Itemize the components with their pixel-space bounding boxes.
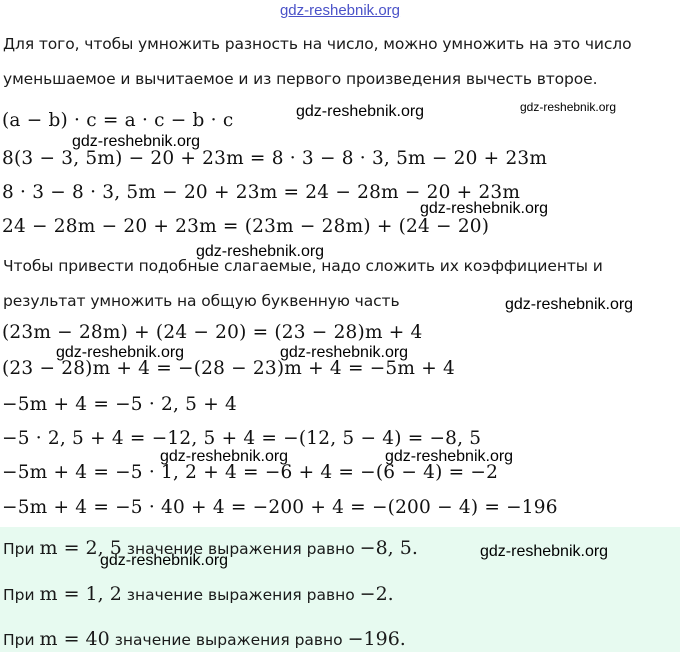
watermark: gdz-reshebnik.org [505, 296, 634, 313]
step-line-9: −5m + 4 = −5 · 40 + 4 = −200 + 4 = −(200 − 4) = −196 [2, 497, 558, 518]
top-watermark[interactable]: gdz-reshebnik.org [279, 2, 401, 19]
watermark: gdz-reshebnik.org [160, 448, 289, 465]
similar-terms-line-2: результат умножить на общую буквенную часть [3, 292, 400, 310]
watermark: gdz-reshebnik.org [196, 243, 325, 260]
answer-prefix: При [3, 586, 35, 604]
answer-middle: значение выражения равно [126, 586, 355, 604]
watermark: gdz-reshebnik.org [296, 103, 425, 120]
step-line-7: −5 · 2, 5 + 4 = −12, 5 + 4 = −(12, 5 − 4) = −8, 5 [2, 428, 482, 449]
answer-middle: значение выражения равно [126, 540, 355, 558]
answer-variable: m = 2, 5 [39, 537, 122, 559]
step-line-5: (23 − 28)m + 4 = −(28 − 23)m + 4 = −5m + 4 [2, 358, 455, 379]
answer-value: −196. [347, 628, 406, 650]
watermark: gdz-reshebnik.org [480, 543, 609, 560]
intro-line-2: уменьшаемое и вычитаемое и из первого произведения вычесть второе. [3, 70, 598, 88]
step-line-6: −5m + 4 = −5 · 2, 5 + 4 [2, 394, 237, 415]
step-line-1: 8(3 − 3, 5m) − 20 + 23m = 8 · 3 − 8 · 3, 5m − 20 + 23m [2, 148, 548, 169]
watermark: gdz-reshebnik.org [280, 344, 409, 361]
watermark: gdz-reshebnik.org [520, 100, 617, 114]
intro-line-1: Для того, чтобы умножить разность на число, можно умножить на это число [3, 35, 632, 53]
rule-formula: (a − b) · c = a · c − b · c [2, 110, 234, 131]
answer-variable: m = 40 [39, 628, 110, 650]
answer-prefix: При [3, 631, 35, 649]
watermark: gdz-reshebnik.org [72, 133, 201, 150]
step-line-2: 8 · 3 − 8 · 3, 5m − 20 + 23m = 24 − 28m − 20 + 23m [2, 182, 521, 203]
answer-line-3 [3, 628, 406, 650]
answer-value: −2. [359, 583, 394, 605]
watermark: gdz-reshebnik.org [56, 344, 185, 361]
watermark: gdz-reshebnik.org [385, 448, 514, 465]
step-line-4: (23m − 28m) + (24 − 20) = (23 − 28)m + 4 [2, 322, 423, 343]
answer-prefix: При [3, 540, 35, 558]
watermark: gdz-reshebnik.org [420, 200, 549, 217]
watermark: gdz-reshebnik.org [100, 552, 229, 569]
answer-line-2 [3, 583, 394, 605]
step-line-3: 24 − 28m − 20 + 23m = (23m − 28m) + (24 − 20) [2, 216, 490, 237]
step-line-8: −5m + 4 = −5 · 1, 2 + 4 = −6 + 4 = −(6 − 4) = −2 [2, 462, 499, 483]
answer-variable: m = 1, 2 [39, 583, 122, 605]
similar-terms-line-1: Чтобы привести подобные слагаемые, надо сложить их коэффициенты и [3, 257, 603, 275]
answer-value: −8, 5. [359, 537, 418, 559]
answer-middle: значение выражения равно [114, 631, 343, 649]
